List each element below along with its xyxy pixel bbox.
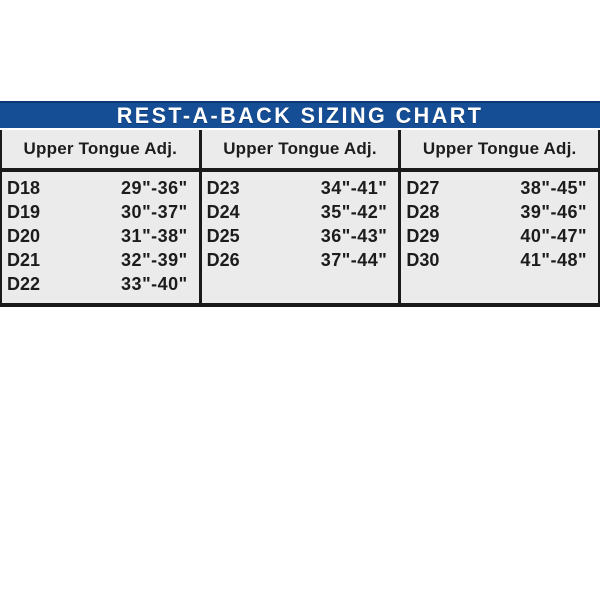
model-code: D26	[206, 249, 240, 270]
model-code: D19	[7, 201, 41, 222]
sizing-table	[0, 130, 600, 307]
table-row	[202, 248, 399, 272]
model-code: D22	[7, 273, 41, 294]
model-code: D18	[7, 177, 41, 198]
model-code: D29	[406, 225, 440, 246]
table-row	[2, 272, 199, 296]
table-row	[401, 248, 598, 272]
size-range: 39"-46"	[520, 201, 587, 222]
column-body-3	[401, 172, 598, 303]
size-range: 40"-47"	[520, 225, 587, 246]
table-row	[401, 224, 598, 248]
size-range: 35"-42"	[320, 201, 388, 222]
column-body-2	[202, 172, 399, 303]
column-header-1: Upper Tongue Adj.	[2, 130, 199, 168]
size-range: 41"-48"	[520, 249, 587, 270]
size-range: 33"-40"	[121, 273, 188, 294]
table-row	[202, 224, 399, 248]
table-row	[2, 176, 199, 200]
column-body-1	[2, 172, 199, 303]
size-range: 38"-45"	[520, 177, 587, 198]
sizing-chart	[0, 101, 600, 307]
chart-title: REST-A-BACK SIZING CHART	[116, 102, 484, 128]
column-header-2: Upper Tongue Adj.	[202, 130, 399, 168]
model-code: D20	[7, 225, 41, 246]
model-code: D21	[7, 249, 41, 270]
table-row	[2, 248, 199, 272]
size-range: 34"-41"	[320, 177, 388, 198]
table-row	[401, 200, 598, 224]
model-code: D24	[206, 201, 240, 222]
size-range: 36"-43"	[320, 225, 388, 246]
size-range: 31"-38"	[121, 225, 188, 246]
table-row	[202, 176, 399, 200]
chart-title-bar	[0, 101, 600, 128]
table-row	[202, 200, 399, 224]
model-code: D30	[406, 249, 440, 270]
size-range: 29"-36"	[121, 177, 188, 198]
model-code: D25	[206, 225, 240, 246]
column-header-3: Upper Tongue Adj.	[401, 130, 598, 168]
model-code: D28	[406, 201, 440, 222]
model-code: D23	[206, 177, 240, 198]
table-row	[2, 200, 199, 224]
size-range: 30"-37"	[121, 201, 188, 222]
size-range: 32"-39"	[121, 249, 188, 270]
table-row	[2, 224, 199, 248]
size-range: 37"-44"	[320, 249, 388, 270]
table-row	[401, 176, 598, 200]
model-code: D27	[406, 177, 440, 198]
